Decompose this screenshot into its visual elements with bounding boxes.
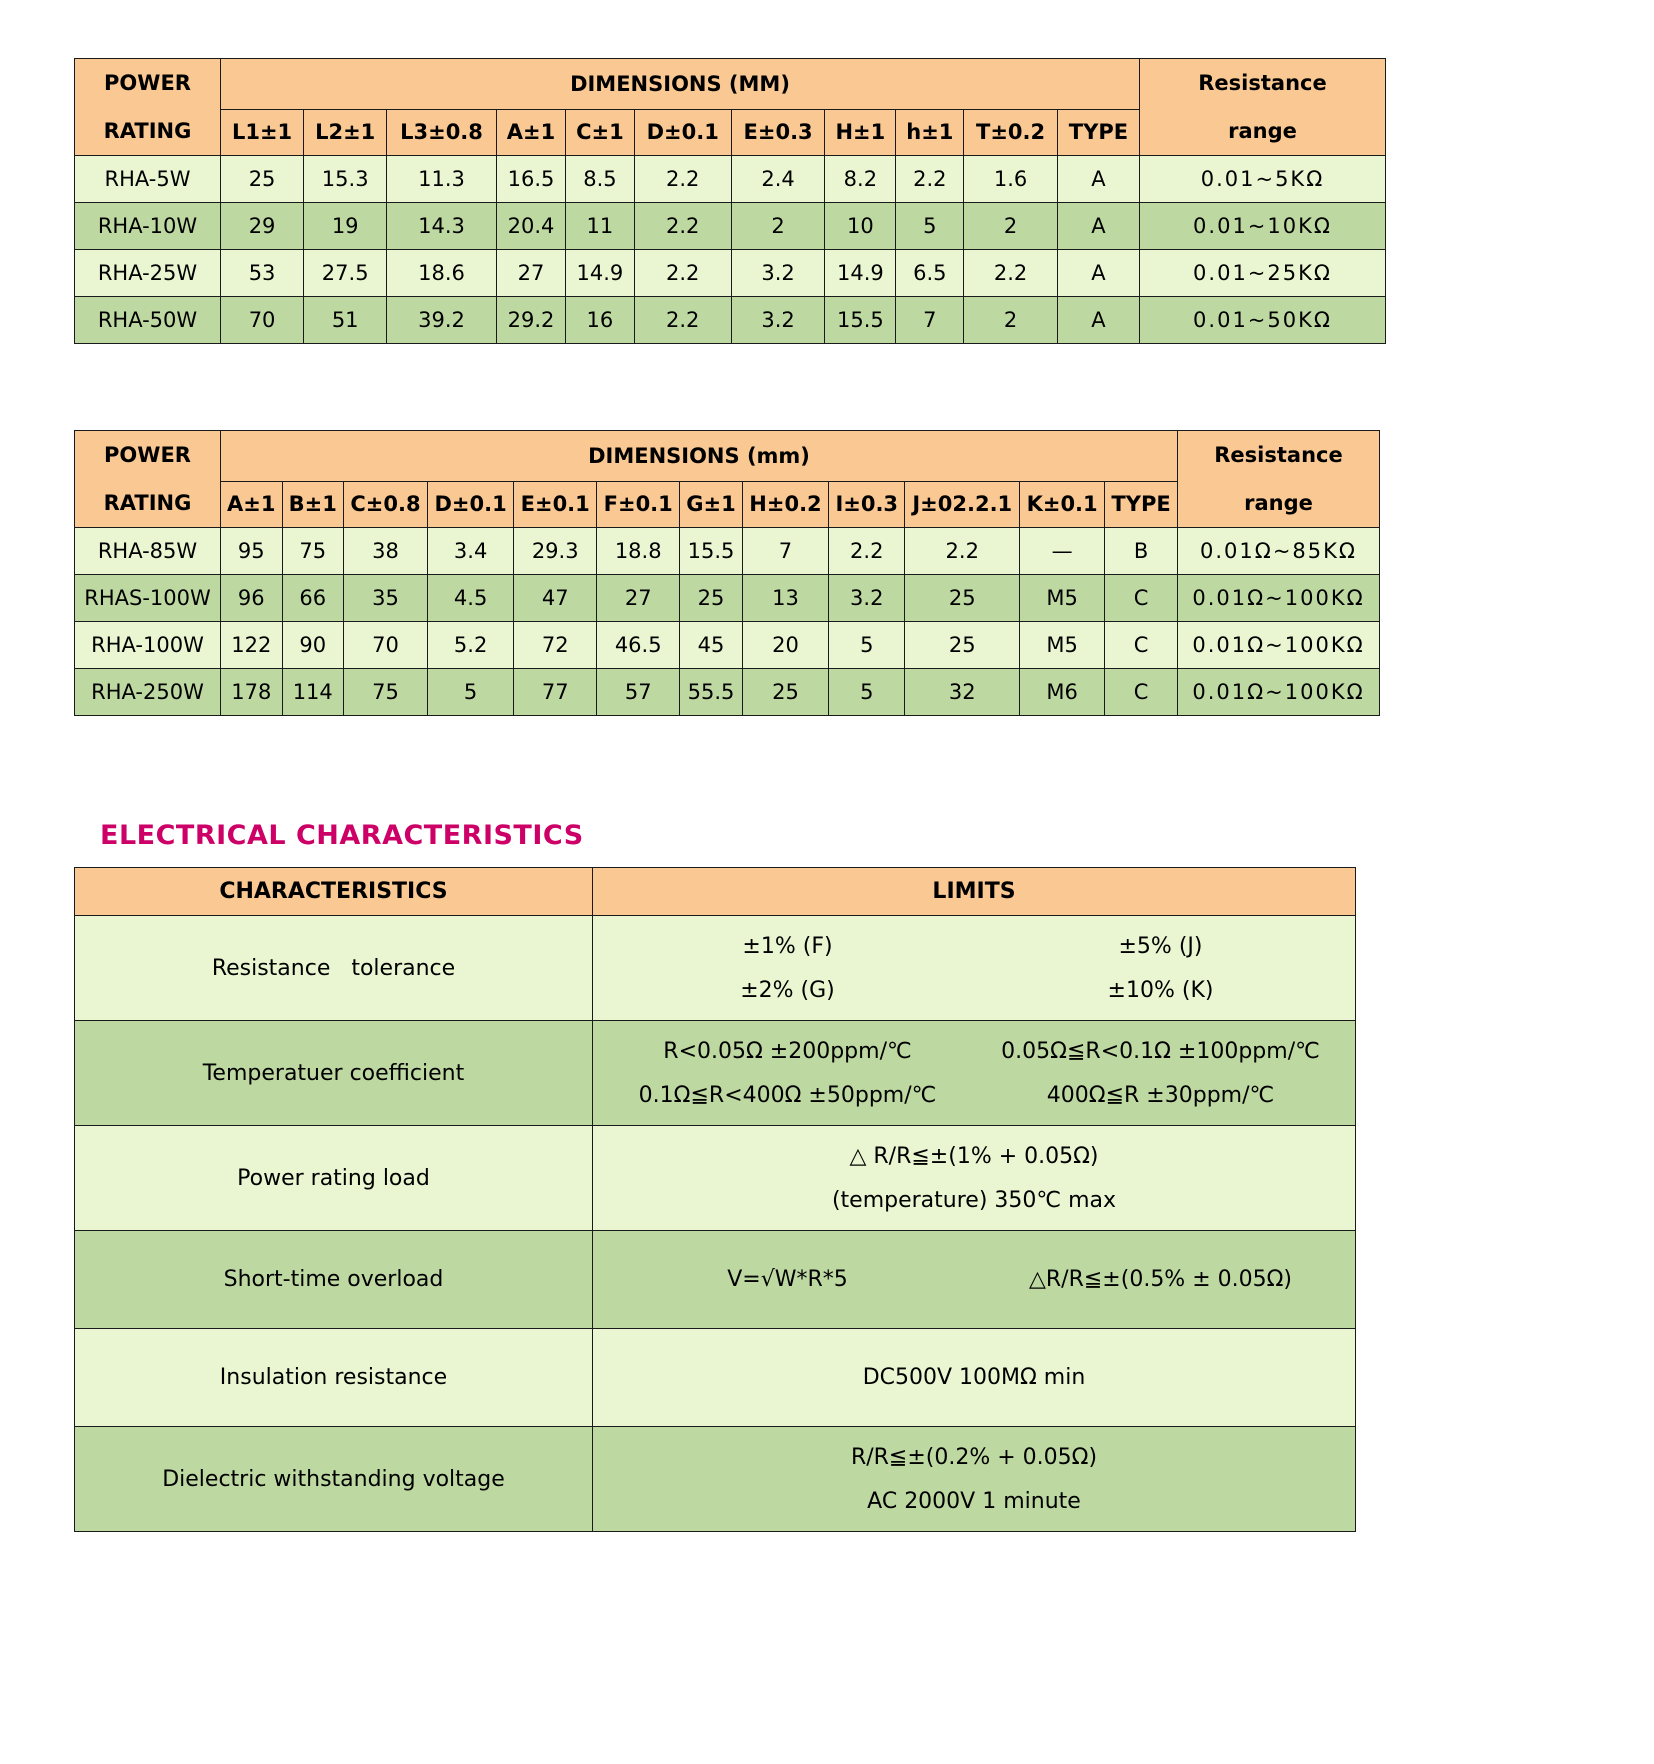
dimension-cell: 2.2: [964, 250, 1058, 297]
dimension-cell: 2.2: [829, 528, 905, 575]
dimension-cell: 75: [343, 669, 427, 716]
dimension-cell: 96: [221, 575, 283, 622]
resistance-range-cell: 0.01Ω~100KΩ: [1178, 575, 1380, 622]
dimension-cell: 70: [221, 297, 304, 344]
table-row: [75, 575, 1380, 622]
dimension-cell: 5: [829, 622, 905, 669]
table-body: [75, 916, 1356, 1532]
power-rating-cell: RHA-25W: [75, 250, 221, 297]
table-row: [75, 1329, 1356, 1427]
dimension-column-header: h±1: [896, 109, 964, 155]
dimension-cell: 2.2: [634, 203, 731, 250]
limit-line: [601, 1258, 1347, 1302]
dimension-cell: 2.2: [634, 156, 731, 203]
dimension-cell: A: [1057, 297, 1139, 344]
dimension-column-header: E±0.3: [731, 109, 825, 155]
limit-value: DC500V 100MΩ min: [862, 1365, 1086, 1390]
dimension-cell: 20.4: [496, 203, 565, 250]
dimension-cell: 19: [304, 203, 387, 250]
power-rating-header: [75, 59, 221, 156]
dimension-column-header: L3±0.8: [387, 109, 497, 155]
dimension-cell: 11.3: [387, 156, 497, 203]
dimension-cell: 72: [514, 622, 597, 669]
dimension-cell: M5: [1020, 622, 1105, 669]
characteristic-cell: Resistance tolerance: [75, 916, 593, 1021]
dimension-cell: 18.6: [387, 250, 497, 297]
dimension-cell: 38: [343, 528, 427, 575]
dimension-cell: 3.2: [829, 575, 905, 622]
resistance-range-header: [1178, 431, 1380, 528]
limit-value: AC 2000V 1 minute: [867, 1488, 1081, 1514]
dimension-cell: 25: [680, 575, 743, 622]
dimension-cell: 35: [343, 575, 427, 622]
dimension-cell: 55.5: [680, 669, 743, 716]
resistance-range-cell: 0.01~50KΩ: [1140, 297, 1386, 344]
power-rating-cell: RHAS-100W: [75, 575, 221, 622]
limit-line: [601, 1073, 1347, 1117]
range-label: range: [1244, 491, 1313, 515]
limit-value: 400Ω≦R ±30ppm/℃: [1046, 1082, 1275, 1108]
limit-value: R/R≦±(0.2% + 0.05Ω): [850, 1444, 1098, 1470]
dimension-cell: 11: [566, 203, 634, 250]
dimension-column-header: I±0.3: [829, 481, 905, 527]
resistance-range-label: [1145, 63, 1380, 151]
dimension-cell: 27: [496, 250, 565, 297]
resistance-range-cell: 0.01~5KΩ: [1140, 156, 1386, 203]
dimension-cell: 25: [221, 156, 304, 203]
dimension-cell: 6.5: [896, 250, 964, 297]
power-rating-cell: RHA-5W: [75, 156, 221, 203]
limit-value: ±5% (J): [1118, 933, 1203, 959]
dimension-cell: 18.8: [597, 528, 680, 575]
table-row: [75, 916, 1356, 1021]
limit-line: [601, 1479, 1347, 1523]
dimension-cell: 25: [905, 575, 1020, 622]
dimension-column-header: C±1: [566, 109, 634, 155]
limits-cell: [593, 916, 1356, 1021]
power-rating-label: [80, 63, 215, 151]
power-label: POWER: [104, 71, 191, 95]
resistance-range-cell: 0.01~25KΩ: [1140, 250, 1386, 297]
dimension-cell: 16: [566, 297, 634, 344]
limit-value: (temperature) 350℃ max: [831, 1187, 1117, 1213]
table-head: [75, 59, 1386, 156]
table-head: [75, 868, 1356, 916]
dimension-cell: 2: [964, 203, 1058, 250]
dimension-column-header: TYPE: [1057, 109, 1139, 155]
limits-cell: [593, 1021, 1356, 1126]
power-rating-cell: RHA-100W: [75, 622, 221, 669]
dimension-cell: B: [1105, 528, 1178, 575]
electrical-characteristics-title: ELECTRICAL CHARACTERISTICS: [100, 820, 584, 851]
resistance-range-cell: 0.01Ω~100KΩ: [1178, 669, 1380, 716]
rating-label: RATING: [103, 491, 192, 515]
dimension-cell: 178: [221, 669, 283, 716]
limits-header: LIMITS: [593, 868, 1356, 916]
dimension-column-header: G±1: [680, 481, 743, 527]
dimension-cell: 3.4: [428, 528, 514, 575]
resistance-range-label: [1183, 435, 1374, 523]
dimension-column-header: K±0.1: [1020, 481, 1105, 527]
limit-line: [601, 1435, 1347, 1479]
dimension-column-header: E±0.1: [514, 481, 597, 527]
dimension-cell: 45: [680, 622, 743, 669]
limit-value: ±1% (F): [742, 933, 833, 959]
table-row: [75, 622, 1380, 669]
table-row: [75, 1231, 1356, 1329]
dimension-cell: 66: [282, 575, 343, 622]
dimension-cell: 2: [964, 297, 1058, 344]
power-rating-cell: RHA-10W: [75, 203, 221, 250]
dimension-cell: 75: [282, 528, 343, 575]
dimension-cell: 3.2: [731, 250, 825, 297]
table-row: [75, 1427, 1356, 1532]
dimension-cell: A: [1057, 250, 1139, 297]
limits-cell: [593, 1329, 1356, 1427]
dimension-cell: 29: [221, 203, 304, 250]
dimension-cell: 10: [825, 203, 896, 250]
limit-value: △R/R≦±(0.5% ± 0.05Ω): [1028, 1267, 1293, 1292]
dimension-cell: 3.2: [731, 297, 825, 344]
dimension-column-header: H±0.2: [742, 481, 828, 527]
header-row: [75, 868, 1356, 916]
dimension-column-header: L2±1: [304, 109, 387, 155]
dimension-column-header: H±1: [825, 109, 896, 155]
resistance-label: Resistance: [1198, 71, 1327, 95]
dimensions-table-large-types: [74, 430, 1380, 716]
resistance-range-cell: 0.01Ω~85KΩ: [1178, 528, 1380, 575]
dimension-cell: 16.5: [496, 156, 565, 203]
table-row: [75, 297, 1386, 344]
dimension-cell: 7: [742, 528, 828, 575]
dimension-cell: 7: [896, 297, 964, 344]
limit-line: [601, 1178, 1347, 1222]
table-body: [75, 156, 1386, 344]
table-body: [75, 528, 1380, 716]
dimension-cell: 77: [514, 669, 597, 716]
dimension-cell: 8.2: [825, 156, 896, 203]
limit-line: [601, 1029, 1347, 1073]
limits-cell: [593, 1427, 1356, 1532]
dimension-column-header: TYPE: [1105, 481, 1178, 527]
dimension-column-header: T±0.2: [964, 109, 1058, 155]
characteristic-cell: Power rating load: [75, 1126, 593, 1231]
dimension-cell: 122: [221, 622, 283, 669]
dimension-column-header: F±0.1: [597, 481, 680, 527]
dimension-cell: 2: [731, 203, 825, 250]
dimension-column-header: A±1: [221, 481, 283, 527]
dimension-cell: C: [1105, 575, 1178, 622]
dimension-cell: 95: [221, 528, 283, 575]
dimension-cell: 14.9: [825, 250, 896, 297]
resistance-range-cell: 0.01Ω~100KΩ: [1178, 622, 1380, 669]
power-rating-cell: RHA-85W: [75, 528, 221, 575]
limit-value: ±10% (K): [1107, 977, 1214, 1003]
table-row: [75, 669, 1380, 716]
dimension-column-header: A±1: [496, 109, 565, 155]
dimension-cell: 15.5: [680, 528, 743, 575]
dimension-cell: 15.3: [304, 156, 387, 203]
limits-cell: [593, 1231, 1356, 1329]
limits-cell: [593, 1126, 1356, 1231]
dimension-cell: 29.3: [514, 528, 597, 575]
dimension-cell: C: [1105, 622, 1178, 669]
dimension-cell: 27: [597, 575, 680, 622]
dimension-cell: 5: [829, 669, 905, 716]
power-label: POWER: [104, 443, 191, 467]
resistance-range-header: [1140, 59, 1386, 156]
limit-value: 0.1Ω≦R<400Ω ±50ppm/℃: [638, 1082, 937, 1108]
dimension-cell: 5: [428, 669, 514, 716]
dimension-cell: 2.2: [634, 297, 731, 344]
table-row: [75, 203, 1386, 250]
power-rating-label: [80, 435, 215, 523]
dimension-cell: 51: [304, 297, 387, 344]
limit-value: 0.05Ω≦R<0.1Ω ±100ppm/℃: [1001, 1038, 1320, 1064]
dimension-cell: 39.2: [387, 297, 497, 344]
characteristic-cell: Short-time overload: [75, 1231, 593, 1329]
table-head: [75, 431, 1380, 528]
limit-line: [601, 968, 1347, 1012]
resistance-label: Resistance: [1214, 443, 1343, 467]
dimension-cell: C: [1105, 669, 1178, 716]
dimension-column-header: L1±1: [221, 109, 304, 155]
dimension-column-header: D±0.1: [634, 109, 731, 155]
dimension-cell: A: [1057, 156, 1139, 203]
dimension-cell: 53: [221, 250, 304, 297]
characteristic-cell: Insulation resistance: [75, 1329, 593, 1427]
dimension-cell: 90: [282, 622, 343, 669]
rating-label: RATING: [103, 119, 192, 143]
range-label: range: [1228, 119, 1297, 143]
table-row: [75, 1021, 1356, 1126]
characteristic-cell: Temperatuer coefficient: [75, 1021, 593, 1126]
header-row: [75, 59, 1386, 110]
dimension-cell: 2.2: [896, 156, 964, 203]
dimension-cell: 25: [905, 622, 1020, 669]
limit-line: [601, 924, 1347, 968]
dimension-cell: 46.5: [597, 622, 680, 669]
dimension-cell: 25: [742, 669, 828, 716]
table-row: [75, 1126, 1356, 1231]
dimension-column-header: D±0.1: [428, 481, 514, 527]
dimension-cell: —: [1020, 528, 1105, 575]
dimension-cell: 57: [597, 669, 680, 716]
dimensions-table-small-types: [74, 58, 1386, 344]
dimension-column-header: J±02.2.1: [905, 481, 1020, 527]
resistance-range-cell: 0.01~10KΩ: [1140, 203, 1386, 250]
dimension-cell: M5: [1020, 575, 1105, 622]
electrical-characteristics-table: [74, 867, 1356, 1532]
dimension-cell: 20: [742, 622, 828, 669]
dimension-cell: 2.4: [731, 156, 825, 203]
dimension-cell: 8.5: [566, 156, 634, 203]
dimension-column-header: B±1: [282, 481, 343, 527]
dimension-cell: 15.5: [825, 297, 896, 344]
dimension-cell: A: [1057, 203, 1139, 250]
dimension-cell: 2.2: [905, 528, 1020, 575]
dimension-cell: 114: [282, 669, 343, 716]
power-rating-cell: RHA-50W: [75, 297, 221, 344]
limit-line: [601, 1356, 1347, 1400]
dimension-cell: 27.5: [304, 250, 387, 297]
header-row: [75, 431, 1380, 482]
limit-value: R<0.05Ω ±200ppm/℃: [663, 1038, 912, 1064]
power-rating-cell: RHA-250W: [75, 669, 221, 716]
dimension-cell: 4.5: [428, 575, 514, 622]
dimension-cell: 47: [514, 575, 597, 622]
dimension-column-header: C±0.8: [343, 481, 427, 527]
dimension-cell: 32: [905, 669, 1020, 716]
dimensions-header: DIMENSIONS (mm): [221, 431, 1178, 482]
characteristics-header: CHARACTERISTICS: [75, 868, 593, 916]
limit-value: △ R/R≦±(1% + 0.05Ω): [849, 1143, 1099, 1169]
dimension-cell: 2.2: [634, 250, 731, 297]
limit-value: V=√W*R*5: [727, 1267, 848, 1292]
dimension-cell: 5: [896, 203, 964, 250]
limit-value: ±2% (G): [740, 977, 835, 1003]
dimension-cell: 29.2: [496, 297, 565, 344]
dimension-cell: 5.2: [428, 622, 514, 669]
dimension-cell: 1.6: [964, 156, 1058, 203]
limit-line: [601, 1134, 1347, 1178]
dimension-cell: 13: [742, 575, 828, 622]
dimensions-header: DIMENSIONS (MM): [221, 59, 1140, 110]
table-row: [75, 156, 1386, 203]
table-row: [75, 250, 1386, 297]
dimension-cell: M6: [1020, 669, 1105, 716]
dimension-cell: 70: [343, 622, 427, 669]
power-rating-header: [75, 431, 221, 528]
dimension-cell: 14.3: [387, 203, 497, 250]
dimension-cell: 14.9: [566, 250, 634, 297]
characteristic-cell: Dielectric withstanding voltage: [75, 1427, 593, 1532]
table-row: [75, 528, 1380, 575]
